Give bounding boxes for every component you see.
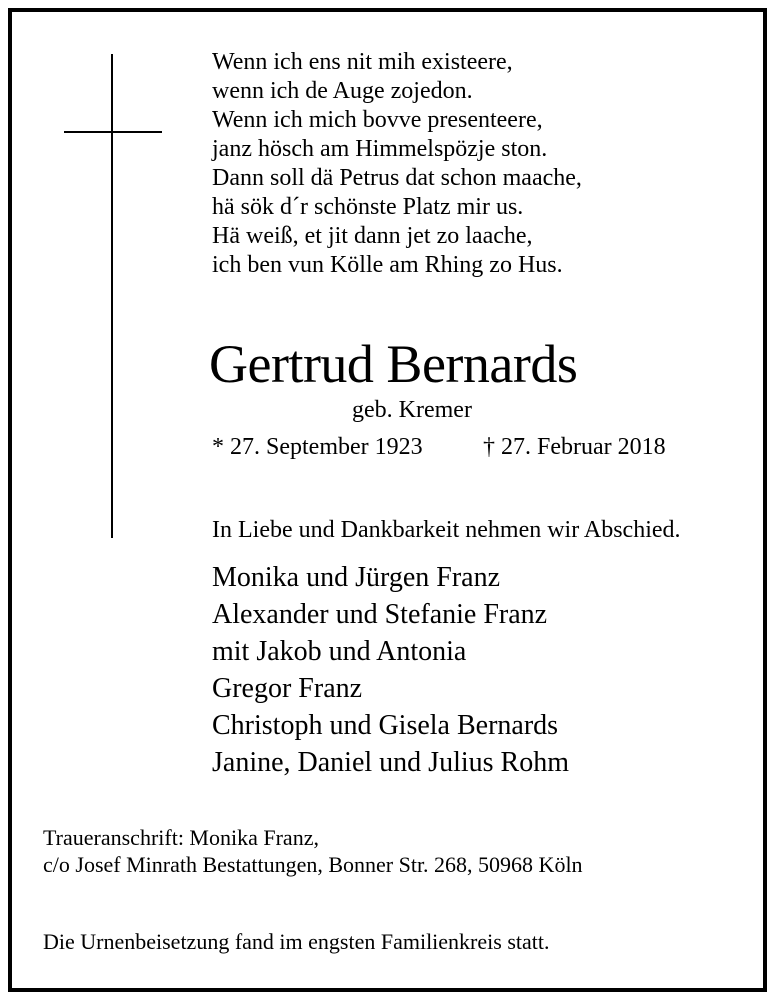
cross-horizontal-bar [64, 131, 162, 133]
mourners-list [212, 559, 569, 781]
deceased-name: Gertrud Bernards [209, 334, 578, 394]
birth-name: geb. Kremer [352, 397, 472, 423]
mourner-item: mit Jakob und Antonia [212, 636, 467, 667]
poem-line: janz hösch am Himmelspözje ston. [212, 136, 548, 162]
poem-line: hä sök d´r schönste Platz mir us. [212, 194, 524, 220]
poem-line: Hä weiß, et jit dann jet zo laache, [212, 223, 533, 249]
mourner-item: Christoph und Gisela Bernards [212, 710, 559, 741]
poem-line: wenn ich de Auge zojedon. [212, 78, 473, 104]
mourner-item: Alexander und Stefanie Franz [212, 599, 548, 630]
birth-date: * 27. September 1923 [212, 434, 423, 460]
mourning-address [43, 824, 583, 878]
death-date: † 27. Februar 2018 [483, 434, 666, 460]
poem-line: ich ben vun Kölle am Rhing zo Hus. [212, 252, 563, 278]
obituary-notice [8, 8, 767, 992]
address-line-1: Traueranschrift: Monika Franz, [43, 825, 319, 850]
poem-line: Wenn ich ens nit mih existeere, [212, 49, 513, 75]
address-line-2: c/o Josef Minrath Bestattungen, Bonner Str. 268, 50968 Köln [43, 852, 583, 877]
burial-note: Die Urnenbeisetzung fand im engsten Familienkreis statt. [43, 929, 550, 954]
mourner-item: Janine, Daniel und Julius Rohm [212, 747, 569, 778]
cross-vertical-bar [111, 54, 113, 538]
poem [212, 48, 582, 280]
mourner-item: Monika und Jürgen Franz [212, 562, 500, 593]
farewell-text: In Liebe und Dankbarkeit nehmen wir Abschied. [212, 517, 681, 543]
mourner-item: Gregor Franz [212, 673, 363, 704]
poem-line: Dann soll dä Petrus dat schon maache, [212, 165, 582, 191]
poem-line: Wenn ich mich bovve presenteere, [212, 107, 543, 133]
